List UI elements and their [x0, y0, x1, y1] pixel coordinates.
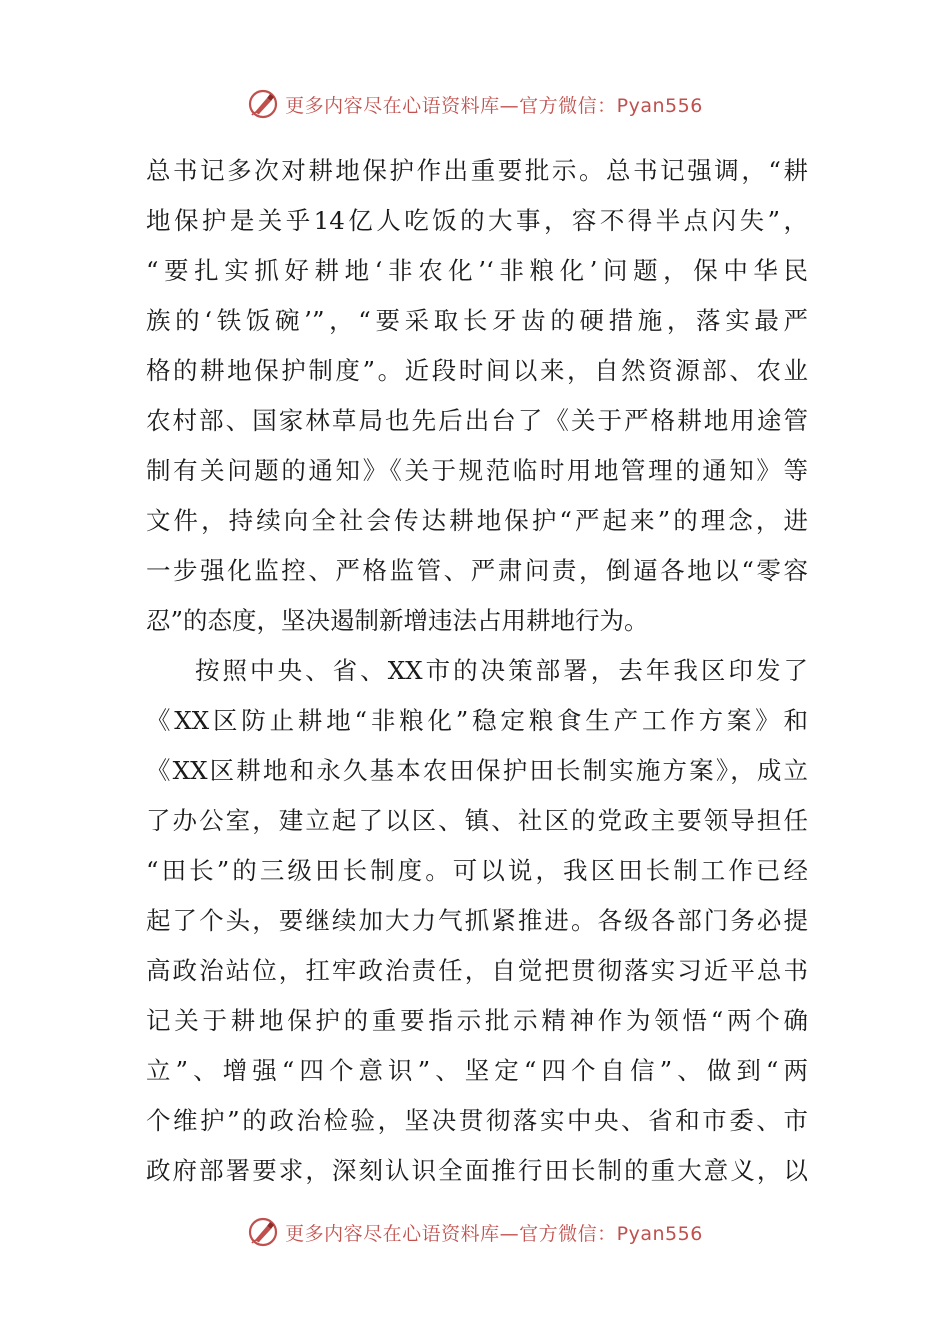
pen-nib-logo-icon: [247, 88, 279, 120]
text-line: 文件，持续向全社会传达耕地保护“严起来”的理念，进: [146, 506, 808, 535]
text-line: 格的耕地保护制度”。近段时间以来，自然资源部、农业: [146, 356, 808, 385]
text-line: 地保护是关乎14亿人吃饭的大事，容不得半点闪失”，: [146, 206, 808, 235]
text-line: 个维护”的政治检验，坚决贯彻落实中央、省和市委、市: [146, 1106, 808, 1135]
text-line: 一步强化监控、严格监管、严肃问责，倒逼各地以“零容: [146, 556, 808, 585]
text-line: 总书记多次对耕地保护作出重要批示。总书记强调，“耕: [146, 156, 808, 185]
header-banner-text: 更多内容尽在心语资料库—官方微信：Pyan556: [285, 94, 703, 117]
text-line: 《XX区耕地和永久基本农田保护田长制实施方案》，成立: [146, 756, 808, 785]
text-line: 制有关问题的通知》《关于规范临时用地管理的通知》等: [146, 456, 808, 485]
pen-nib-logo-icon: [247, 1216, 279, 1248]
footer-banner: [0, 1212, 950, 1252]
paragraph-2: [146, 646, 808, 1196]
text-line: 立”、增强“四个意识”、坚定“四个自信”、做到“两: [146, 1056, 808, 1085]
footer-banner-text: 更多内容尽在心语资料库—官方微信：Pyan556: [285, 1222, 703, 1245]
text-line: 《XX区防止耕地“非粮化”稳定粮食生产工作方案》和: [146, 706, 808, 735]
text-line: 了办公室，建立起了以区、镇、社区的党政主要领导担任: [146, 806, 808, 835]
paragraph-1: [146, 146, 808, 646]
text-line: “田长”的三级田长制度。可以说，我区田长制工作已经: [146, 856, 808, 885]
document-body: [146, 146, 808, 1196]
text-line: 按照中央、省、XX市的决策部署，去年我区印发了: [195, 656, 808, 685]
text-line: 记关于耕地保护的重要指示批示精神作为领悟“两个确: [146, 1006, 808, 1035]
text-line: 族的‘铁饭碗’”，“要采取长牙齿的硬措施，落实最严: [146, 306, 808, 335]
text-line: “要扎实抓好耕地‘非农化’‘非粮化’问题，保中华民: [146, 256, 808, 285]
text-line: 起了个头，要继续加大力气抓紧推进。各级各部门务必提: [146, 906, 808, 935]
text-line: 政府部署要求，深刻认识全面推行田长制的重大意义，以: [146, 1156, 808, 1185]
text-line: 高政治站位，扛牢政治责任，自觉把贯彻落实习近平总书: [146, 956, 808, 985]
header-banner: [0, 84, 950, 124]
text-line: 忍”的态度，坚决遏制新增违法占用耕地行为。: [146, 606, 649, 635]
text-line: 农村部、国家林草局也先后出台了《关于严格耕地用途管: [146, 406, 808, 435]
